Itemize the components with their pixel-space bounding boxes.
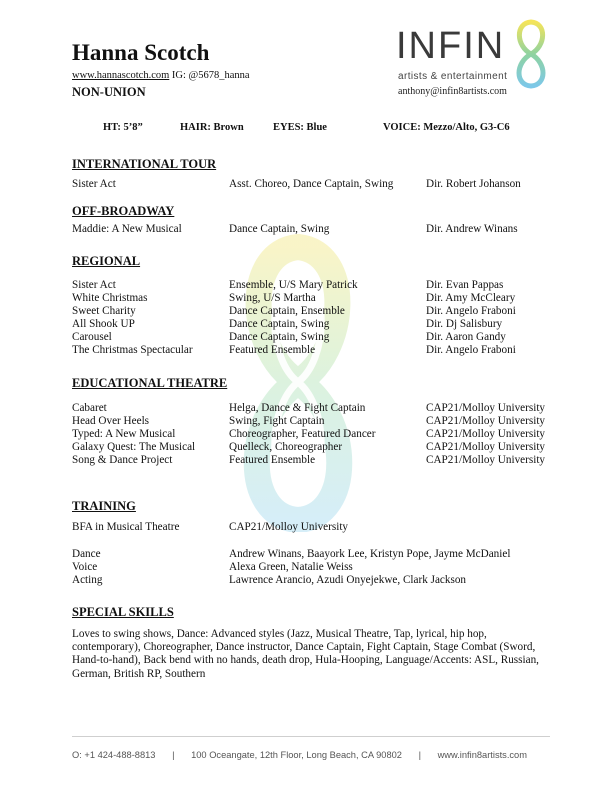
credit-show: Maddie: A New Musical [72,223,182,235]
credit-role: Choreographer, Featured Dancer [229,428,376,440]
infin8-watermark-graphic [228,232,368,532]
training-teachers: Lawrence Arancio, Azudi Onyejekwe, Clark Jackson [229,574,467,586]
credit-show: The Christmas Spectacular [72,344,193,356]
credit-director: Dir. Dj Salisbury [426,318,503,330]
section-special-skills-heading: SPECIAL SKILLS [72,605,174,619]
credit-director: Dir. Angelo Fraboni [426,344,516,356]
credit-role: Dance Captain, Swing [229,318,330,330]
credit-role: Quelleck, Choreographer [229,441,343,453]
union-status: NON-UNION [72,85,146,99]
training-area: Dance [72,548,101,560]
stat-eyes: EYES: Blue [273,122,327,133]
training-teachers: Andrew Winans, Baayork Lee, Kristyn Pope, Jayme McDaniel [229,548,511,560]
credit-show: Sister Act [72,178,116,190]
credit-director: Dir. Robert Johanson [426,178,521,190]
performer-name: Hanna Scotch [72,40,210,65]
credit-role: Asst. Choreo, Dance Captain, Swing [229,178,394,190]
section-international-tour-heading: INTERNATIONAL TOUR [72,157,217,171]
credit-role: Dance Captain, Swing [229,331,330,343]
agency-tagline: artists & entertainment [398,71,508,82]
section-off-broadway-heading: OFF-BROADWAY [72,204,175,218]
stat-voice: VOICE: Mezzo/Alto, G3-C6 [383,122,510,133]
agency-email[interactable]: anthony@infin8artists.com [398,86,507,97]
credit-show: Song & Dance Project [72,454,173,466]
footer-separator: | [418,750,421,760]
credit-school: CAP21/Molloy University [426,441,546,453]
credit-role: Dance Captain, Ensemble [229,305,345,317]
section-regional-heading: REGIONAL [72,254,141,268]
special-skills-text: Loves to swing shows, Dance: Advanced styles (Jazz, Musical Theatre, Tap, lyrical, hip hop, contemporary), Choreographer, Dance instructor, Dance Captain, Fight Captain, Stage Combat (Sword, Hand-to-hand), Back bend with no hands, death drop, Hula-Hooping, Language/Accents: ASL, Russian, German, British RP, Southern [72,628,539,680]
credit-role: Helga, Dance & Fight Captain [229,402,366,414]
agency-footer [72,749,541,762]
credit-school: CAP21/Molloy University [426,402,546,414]
credit-show: Galaxy Quest: The Musical [72,441,196,453]
website-link[interactable]: www.hannascotch.com [72,70,170,81]
credit-role: Swing, U/S Martha [229,292,316,304]
footer-separator: | [172,750,175,760]
credit-show: Carousel [72,331,112,343]
credit-show: Typed: A New Musical [72,428,176,440]
stat-hair: HAIR: Brown [180,122,244,133]
credit-director: Dir. Amy McCleary [426,292,516,304]
credit-show: White Christmas [72,292,148,304]
credit-role: Featured Ensemble [229,344,316,356]
credit-show: Sweet Charity [72,305,136,317]
credit-show: All Shook UP [72,318,135,330]
credit-role: Dance Captain, Swing [229,223,330,235]
credit-role: Featured Ensemble [229,454,316,466]
infin8-logo-icon [510,18,552,90]
section-educational-theatre-heading: EDUCATIONAL THEATRE [72,376,228,390]
credit-school: CAP21/Molloy University [426,415,546,427]
training-area: Voice [72,561,98,573]
stat-height: HT: 5’8” [103,122,143,133]
degree-label: BFA in Musical Theatre [72,521,180,533]
credit-school: CAP21/Molloy University [426,454,546,466]
footer-phone[interactable]: O: +1 424-488-8813 [72,750,156,760]
credit-role: Ensemble, U/S Mary Patrick [229,279,358,291]
footer-website[interactable]: www.infin8artists.com [437,750,527,760]
training-area: Acting [72,574,103,586]
footer-divider [72,736,550,737]
instagram-handle: IG: @5678_hanna [171,70,250,81]
credit-show: Sister Act [72,279,116,291]
credit-director: Dir. Evan Pappas [426,279,504,291]
degree-school: CAP21/Molloy University [229,521,349,533]
agency-logo-wordmark: INFIN [396,25,506,67]
contact-line [72,69,250,82]
credit-role: Swing, Fight Captain [229,415,325,427]
footer-address: 100 Oceangate, 12th Floor, Long Beach, CA 90802 [191,750,402,760]
credit-show: Head Over Heels [72,415,150,427]
credit-director: Dir. Andrew Winans [426,223,518,235]
credit-school: CAP21/Molloy University [426,428,546,440]
training-teachers: Alexa Green, Natalie Weiss [229,561,353,573]
section-training-heading: TRAINING [72,499,136,513]
credit-director: Dir. Angelo Fraboni [426,305,516,317]
credit-show: Cabaret [72,402,107,414]
credit-director: Dir. Aaron Gandy [426,331,506,343]
